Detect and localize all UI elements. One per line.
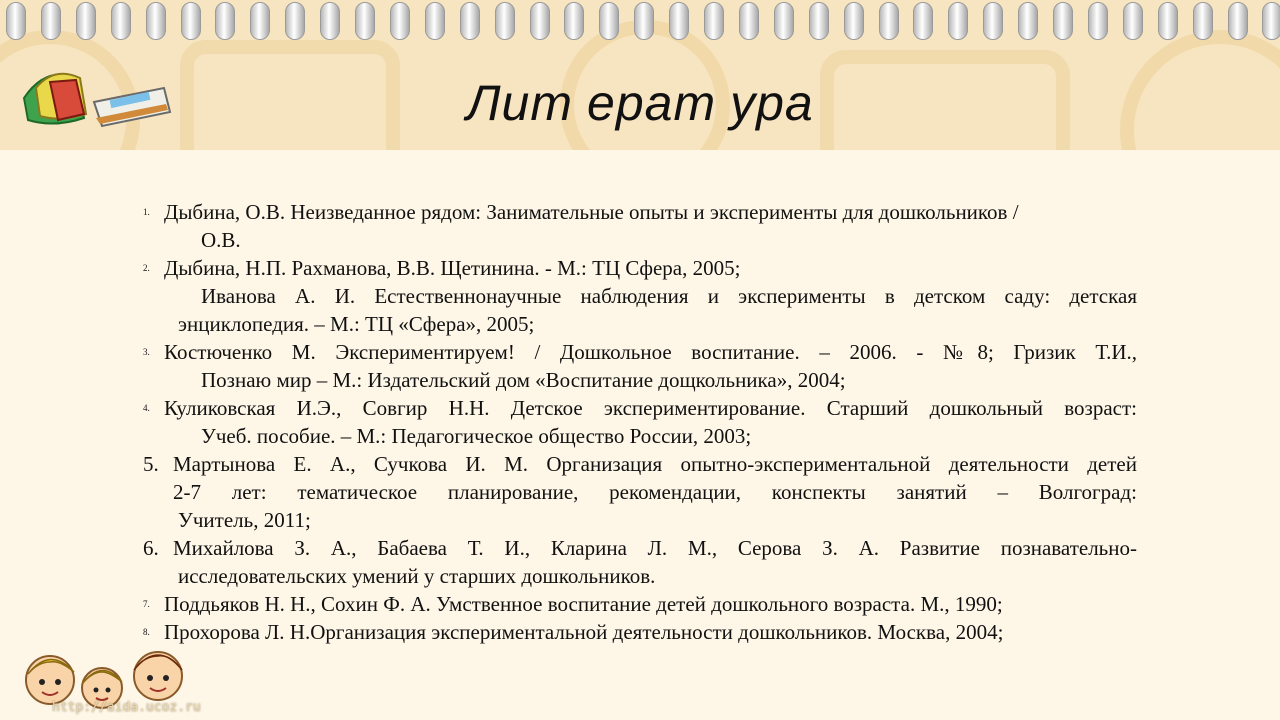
- reference-line: Познаю мир – М.: Издательский дом «Воспитание дощкольника», 2004;: [201, 368, 846, 392]
- footer-url: http://aida.ucoz.ru: [52, 700, 201, 715]
- binder-ring: [739, 2, 759, 40]
- binder-ring: [1123, 2, 1143, 40]
- binder-ring: [844, 2, 864, 40]
- binder-ring: [76, 2, 96, 40]
- binder-ring: [948, 2, 968, 40]
- binder-ring: [983, 2, 1003, 40]
- reference-line: О.В.: [201, 228, 241, 252]
- binder-ring: [215, 2, 235, 40]
- list-number: 6.: [143, 536, 159, 560]
- binder-ring: [1193, 2, 1213, 40]
- binder-ring: [774, 2, 794, 40]
- binder-ring: [1088, 2, 1108, 40]
- reference-line: исследовательских умений у старших дошкольников.: [178, 564, 656, 588]
- binder-ring: [1158, 2, 1178, 40]
- reference-line: Иванова А. И. Естественнонаучные наблюдения и эксперименты в детском саду: детская: [201, 284, 1137, 308]
- binder-ring: [425, 2, 445, 40]
- list-item: [143, 282, 1137, 338]
- binder-ring: [111, 2, 131, 40]
- binder-ring: [6, 2, 26, 40]
- reference-line: Дыбина, О.В. Неизведанное рядом: Занимательные опыты и эксперименты для дошкольников /: [164, 200, 1019, 224]
- binder-ring: [704, 2, 724, 40]
- list-number: 2.: [143, 263, 150, 273]
- list-item: [143, 394, 1137, 450]
- binder-ring: [913, 2, 933, 40]
- binder-ring: [181, 2, 201, 40]
- list-number: 8.: [143, 627, 150, 637]
- reference-line: 2-7 лет: тематическое планирование, рекомендации, конспекты занятий – Волгоград:: [173, 480, 1137, 504]
- binder-ring: [285, 2, 305, 40]
- list-number: 5.: [143, 452, 159, 476]
- references-list: [143, 198, 1137, 646]
- list-item: [143, 450, 1137, 534]
- reference-line: Дыбина, Н.П. Рахманова, В.В. Щетинина. - М.: ТЦ Сфера, 2005;: [164, 256, 741, 280]
- binder-ring: [809, 2, 829, 40]
- list-item: [143, 198, 1137, 254]
- binder-ring: [146, 2, 166, 40]
- slide-title: Лит ерат ура: [466, 75, 814, 131]
- binder-ring: [1228, 2, 1248, 40]
- list-item: [143, 534, 1137, 590]
- reference-line: Михайлова З. А., Бабаева Т. И., Кларина Л. М., Серова З. А. Развитие познавательно-: [173, 536, 1137, 560]
- list-number: 7.: [143, 599, 150, 609]
- binder-ring: [669, 2, 689, 40]
- reference-line: Мартынова Е. А., Сучкова И. М. Организация опытно-экспериментальной деятельности детей: [173, 452, 1137, 476]
- binder-ring: [460, 2, 480, 40]
- binder-ring: [564, 2, 584, 40]
- binder-ring: [1018, 2, 1038, 40]
- binder-ring: [599, 2, 619, 40]
- header-band: [0, 0, 1280, 150]
- list-number: 1.: [143, 207, 150, 217]
- reference-line: энциклопедия. – М.: ТЦ «Сфера», 2005;: [178, 312, 535, 336]
- reference-line: Костюченко М. Экспериментируем! / Дошкольное воспитание. – 2006. - №8; Гризик Т.И.,: [164, 340, 1137, 364]
- binder-ring: [41, 2, 61, 40]
- reference-line: Прохорова Л. Н.Организация экспериментальной деятельности дошкольников. Москва, 2004;: [164, 620, 1004, 644]
- list-item: [143, 338, 1137, 394]
- notebook-rings: [0, 0, 1280, 42]
- list-number: 4.: [143, 403, 150, 413]
- binder-ring: [320, 2, 340, 40]
- binder-ring: [1262, 2, 1280, 40]
- binder-ring: [250, 2, 270, 40]
- binder-ring: [355, 2, 375, 40]
- list-number: 3.: [143, 347, 150, 357]
- binder-ring: [634, 2, 654, 40]
- reference-line: Поддьяков Н. Н., Сохин Ф. А. Умственное воспитание детей дошкольного возраста. М., 1990;: [164, 592, 1003, 616]
- list-item: [143, 590, 1137, 618]
- binder-ring: [530, 2, 550, 40]
- binder-ring: [1053, 2, 1073, 40]
- binder-ring: [495, 2, 515, 40]
- binder-ring: [879, 2, 899, 40]
- reference-line: Куликовская И.Э., Совгир Н.Н. Детское экспериментирование. Старший дошкольный возраст:: [164, 396, 1137, 420]
- reference-line: Учитель, 2011;: [178, 508, 311, 532]
- binder-ring: [390, 2, 410, 40]
- list-item: [143, 254, 1137, 282]
- list-item: [143, 618, 1137, 646]
- reference-line: Учеб. пособие. – М.: Педагогическое общество России, 2003;: [201, 424, 752, 448]
